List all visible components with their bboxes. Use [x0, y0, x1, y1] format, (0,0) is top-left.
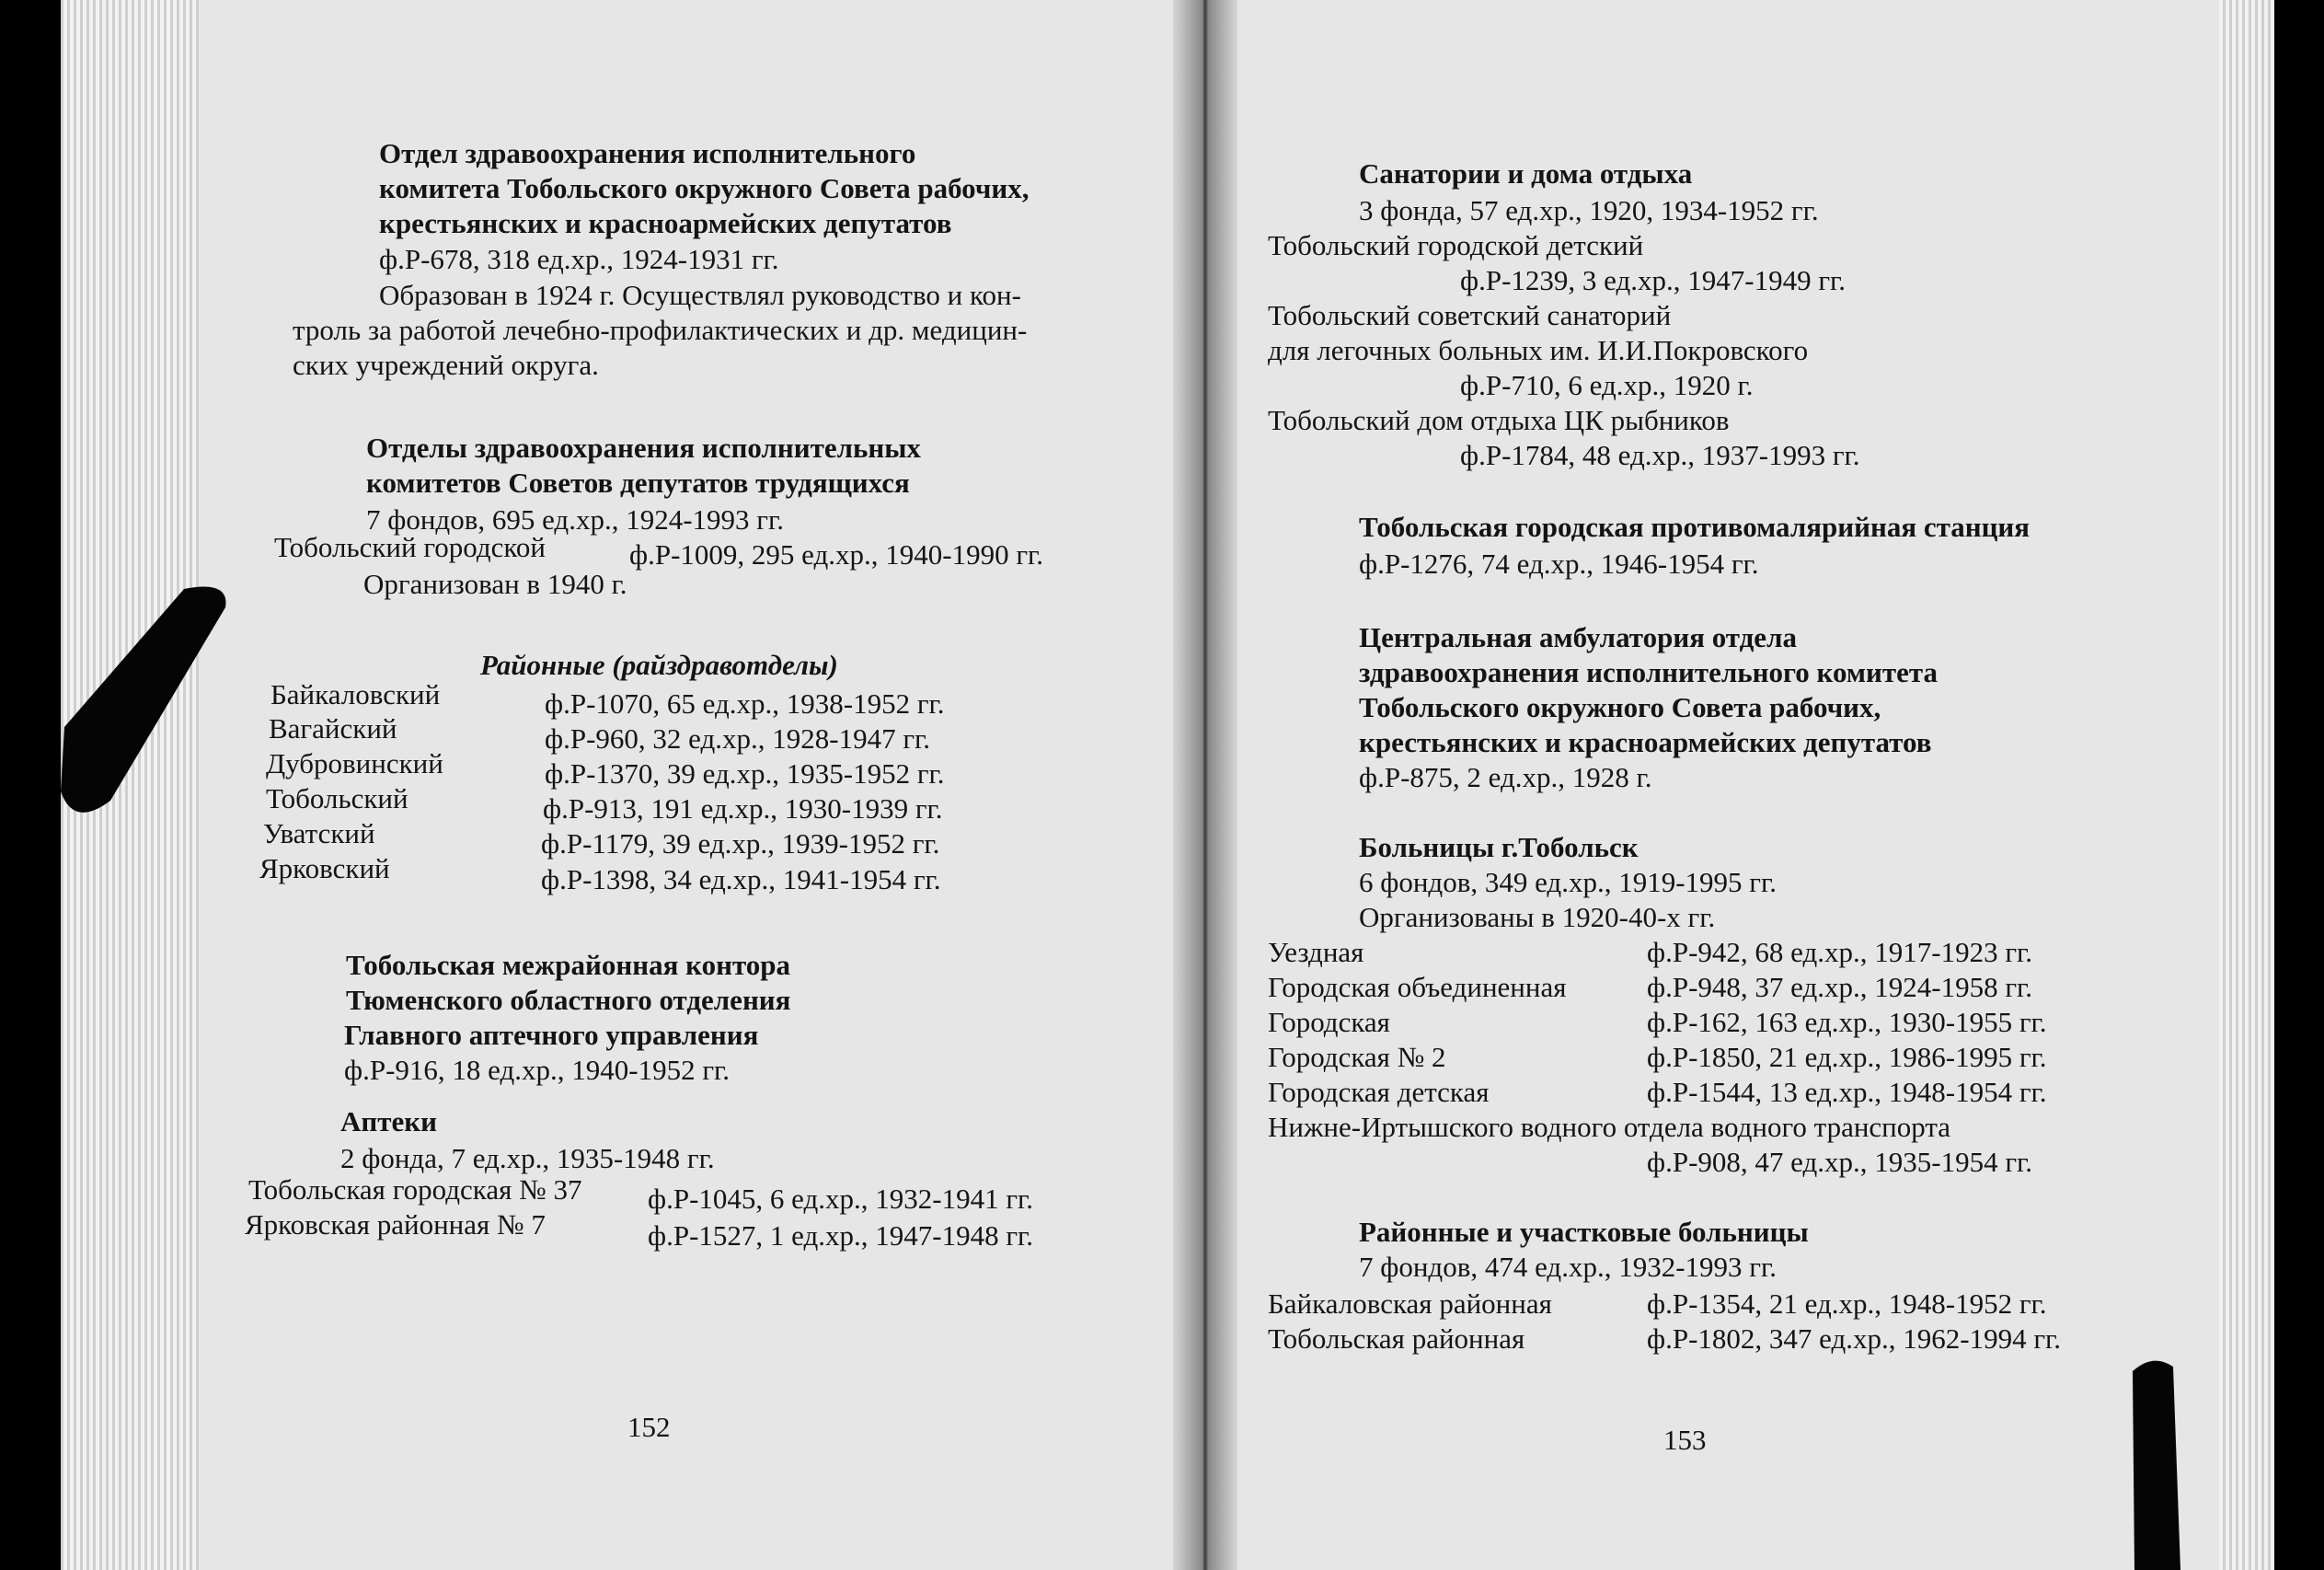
section-title-line: Тюменского областного отделения — [346, 984, 791, 1016]
section-title-line: крестьянских и красноармейских депутатов — [379, 207, 952, 239]
entry-name: Ярковская районная № 7 — [245, 1208, 546, 1241]
entry-name: Городская — [1268, 1006, 1390, 1038]
section-title: Тобольская городская противомалярийная станция — [1359, 511, 2031, 543]
fond-reference: ф.Р-960, 32 ед.хр., 1928-1947 гг. — [545, 722, 931, 755]
section-title-line: комитетов Советов депутатов трудящихся — [366, 467, 910, 499]
section-summary: 3 фонда, 57 ед.хр., 1920, 1934-1952 гг. — [1359, 194, 1819, 226]
section-title-line: Отделы здравоохранения исполнительных — [366, 432, 921, 464]
entry-name: Городская объединенная — [1268, 971, 1567, 1003]
section-summary: 7 фондов, 695 ед.хр., 1924-1993 гг. — [366, 503, 784, 536]
fond-reference: ф.Р-710, 6 ед.хр., 1920 г. — [1460, 369, 1754, 401]
section-title-line: крестьянских и красноармейских депутатов — [1359, 726, 1932, 758]
entry-name: Уватский — [263, 817, 375, 849]
organized-note: Организован в 1940 г. — [363, 568, 627, 600]
fond-reference: ф.Р-1045, 6 ед.хр., 1932-1941 гг. — [648, 1183, 1034, 1215]
entry-name: Вагайский — [269, 712, 397, 745]
fond-reference: ф.Р-1009, 295 ед.хр., 1940-1990 гг. — [629, 538, 1044, 571]
fond-reference: ф.Р-1070, 65 ед.хр., 1938-1952 гг. — [545, 687, 945, 720]
entry-name: Байкаловский — [270, 678, 441, 710]
section-title: Аптеки — [340, 1105, 437, 1137]
fond-reference: ф.Р-1802, 347 ед.хр., 1962-1994 гг. — [1647, 1322, 2062, 1355]
fond-reference: ф.Р-1527, 1 ед.хр., 1947-1948 гг. — [648, 1219, 1034, 1252]
section-title-line: Отдел здравоохранения исполнительного — [379, 137, 916, 169]
section-title-line: Центральная амбулатория отдела — [1359, 621, 1797, 653]
entry-name: Нижне-Иртышского водного отдела водного транспорта — [1268, 1111, 1951, 1143]
fond-reference: ф.Р-1239, 3 ед.хр., 1947-1949 гг. — [1460, 264, 1847, 296]
entry-name: Тобольский — [266, 782, 408, 814]
left-bookmark-ribbon — [61, 587, 225, 813]
entry-name: Байкаловская районная — [1268, 1287, 1552, 1320]
entry-name: Городская № 2 — [1268, 1041, 1446, 1073]
entry-name: Тобольский городской — [274, 531, 546, 563]
fond-reference: ф.Р-875, 2 ед.хр., 1928 г. — [1359, 761, 1652, 793]
section-title-line: здравоохранения исполнительного комитета — [1359, 656, 1938, 688]
section-title-line: Главного аптечного управления — [344, 1019, 759, 1051]
fond-reference: ф.Р-162, 163 ед.хр., 1930-1955 гг. — [1647, 1006, 2047, 1038]
section-title: Районные и участковые больницы — [1359, 1216, 1809, 1248]
entry-name: Ярковский — [259, 852, 390, 884]
fond-reference: ф.Р-1784, 48 ед.хр., 1937-1993 гг. — [1460, 439, 1860, 471]
fond-reference: ф.Р-908, 47 ед.хр., 1935-1954 гг. — [1647, 1146, 2033, 1178]
organized-note: Организованы в 1920-40-х гг. — [1359, 901, 1716, 933]
fond-reference: ф.Р-948, 37 ед.хр., 1924-1958 гг. — [1647, 971, 2033, 1003]
fond-reference: ф.Р-1179, 39 ед.хр., 1939-1952 гг. — [541, 827, 940, 860]
fond-reference: ф.Р-1276, 74 ед.хр., 1946-1954 гг. — [1359, 548, 1759, 580]
entry-name: Уездная — [1268, 936, 1364, 968]
district-heading: Районные (райздравотделы) — [480, 649, 838, 681]
section-title: Больницы г.Тобольск — [1359, 831, 1639, 863]
fond-reference: ф.Р-916, 18 ед.хр., 1940-1952 гг. — [344, 1054, 731, 1086]
section-summary: 6 фондов, 349 ед.хр., 1919-1995 гг. — [1359, 866, 1777, 898]
entry-name: Городская детская — [1268, 1076, 1490, 1108]
fond-reference: ф.Р-1398, 34 ед.хр., 1941-1954 гг. — [541, 863, 941, 895]
fond-reference: ф.Р-1850, 21 ед.хр., 1986-1995 гг. — [1647, 1041, 2047, 1073]
entry-name: Тобольский советский санаторий — [1268, 299, 1672, 331]
section-title: Санатории и дома отдыха — [1359, 157, 1693, 190]
fond-reference: ф.Р-678, 318 ед.хр., 1924-1931 гг. — [379, 243, 779, 275]
entry-name: для легочных больных им. И.И.Покровского — [1268, 334, 1809, 366]
entry-name: Тобольская городская № 37 — [248, 1173, 582, 1206]
section-summary: 7 фондов, 474 ед.хр., 1932-1993 гг. — [1359, 1251, 1777, 1283]
section-title-line: Тобольская межрайонная контора — [346, 949, 790, 981]
page-number: 152 — [627, 1411, 671, 1443]
fond-reference: ф.Р-913, 191 ед.хр., 1930-1939 гг. — [543, 792, 943, 825]
description-line: ских учреждений округа. — [293, 349, 599, 381]
page-number: 153 — [1663, 1424, 1707, 1456]
entry-name: Тобольская районная — [1268, 1322, 1525, 1355]
fond-reference: ф.Р-1544, 13 ед.хр., 1948-1954 гг. — [1647, 1076, 2047, 1108]
entry-name: Тобольский городской детский — [1268, 229, 1644, 261]
section-title-line: комитета Тобольского окружного Совета рабочих, — [379, 172, 1030, 204]
section-summary: 2 фонда, 7 ед.хр., 1935-1948 гг. — [340, 1142, 715, 1174]
description-line: троль за работой лечебно-профилактических и др. медицин- — [293, 314, 1028, 346]
entry-name: Дубровинский — [266, 747, 443, 779]
right-bookmark-ribbon — [2133, 1361, 2180, 1570]
fond-reference: ф.Р-1354, 21 ед.хр., 1948-1952 гг. — [1647, 1287, 2047, 1320]
entry-name: Тобольский дом отдыха ЦК рыбников — [1268, 404, 1730, 436]
fond-reference: ф.Р-942, 68 ед.хр., 1917-1923 гг. — [1647, 936, 2033, 968]
description-line: Образован в 1924 г. Осуществлял руководство и кон- — [379, 279, 1021, 311]
fond-reference: ф.Р-1370, 39 ед.хр., 1935-1952 гг. — [545, 757, 945, 790]
section-title-line: Тобольского окружного Совета рабочих, — [1359, 691, 1881, 723]
